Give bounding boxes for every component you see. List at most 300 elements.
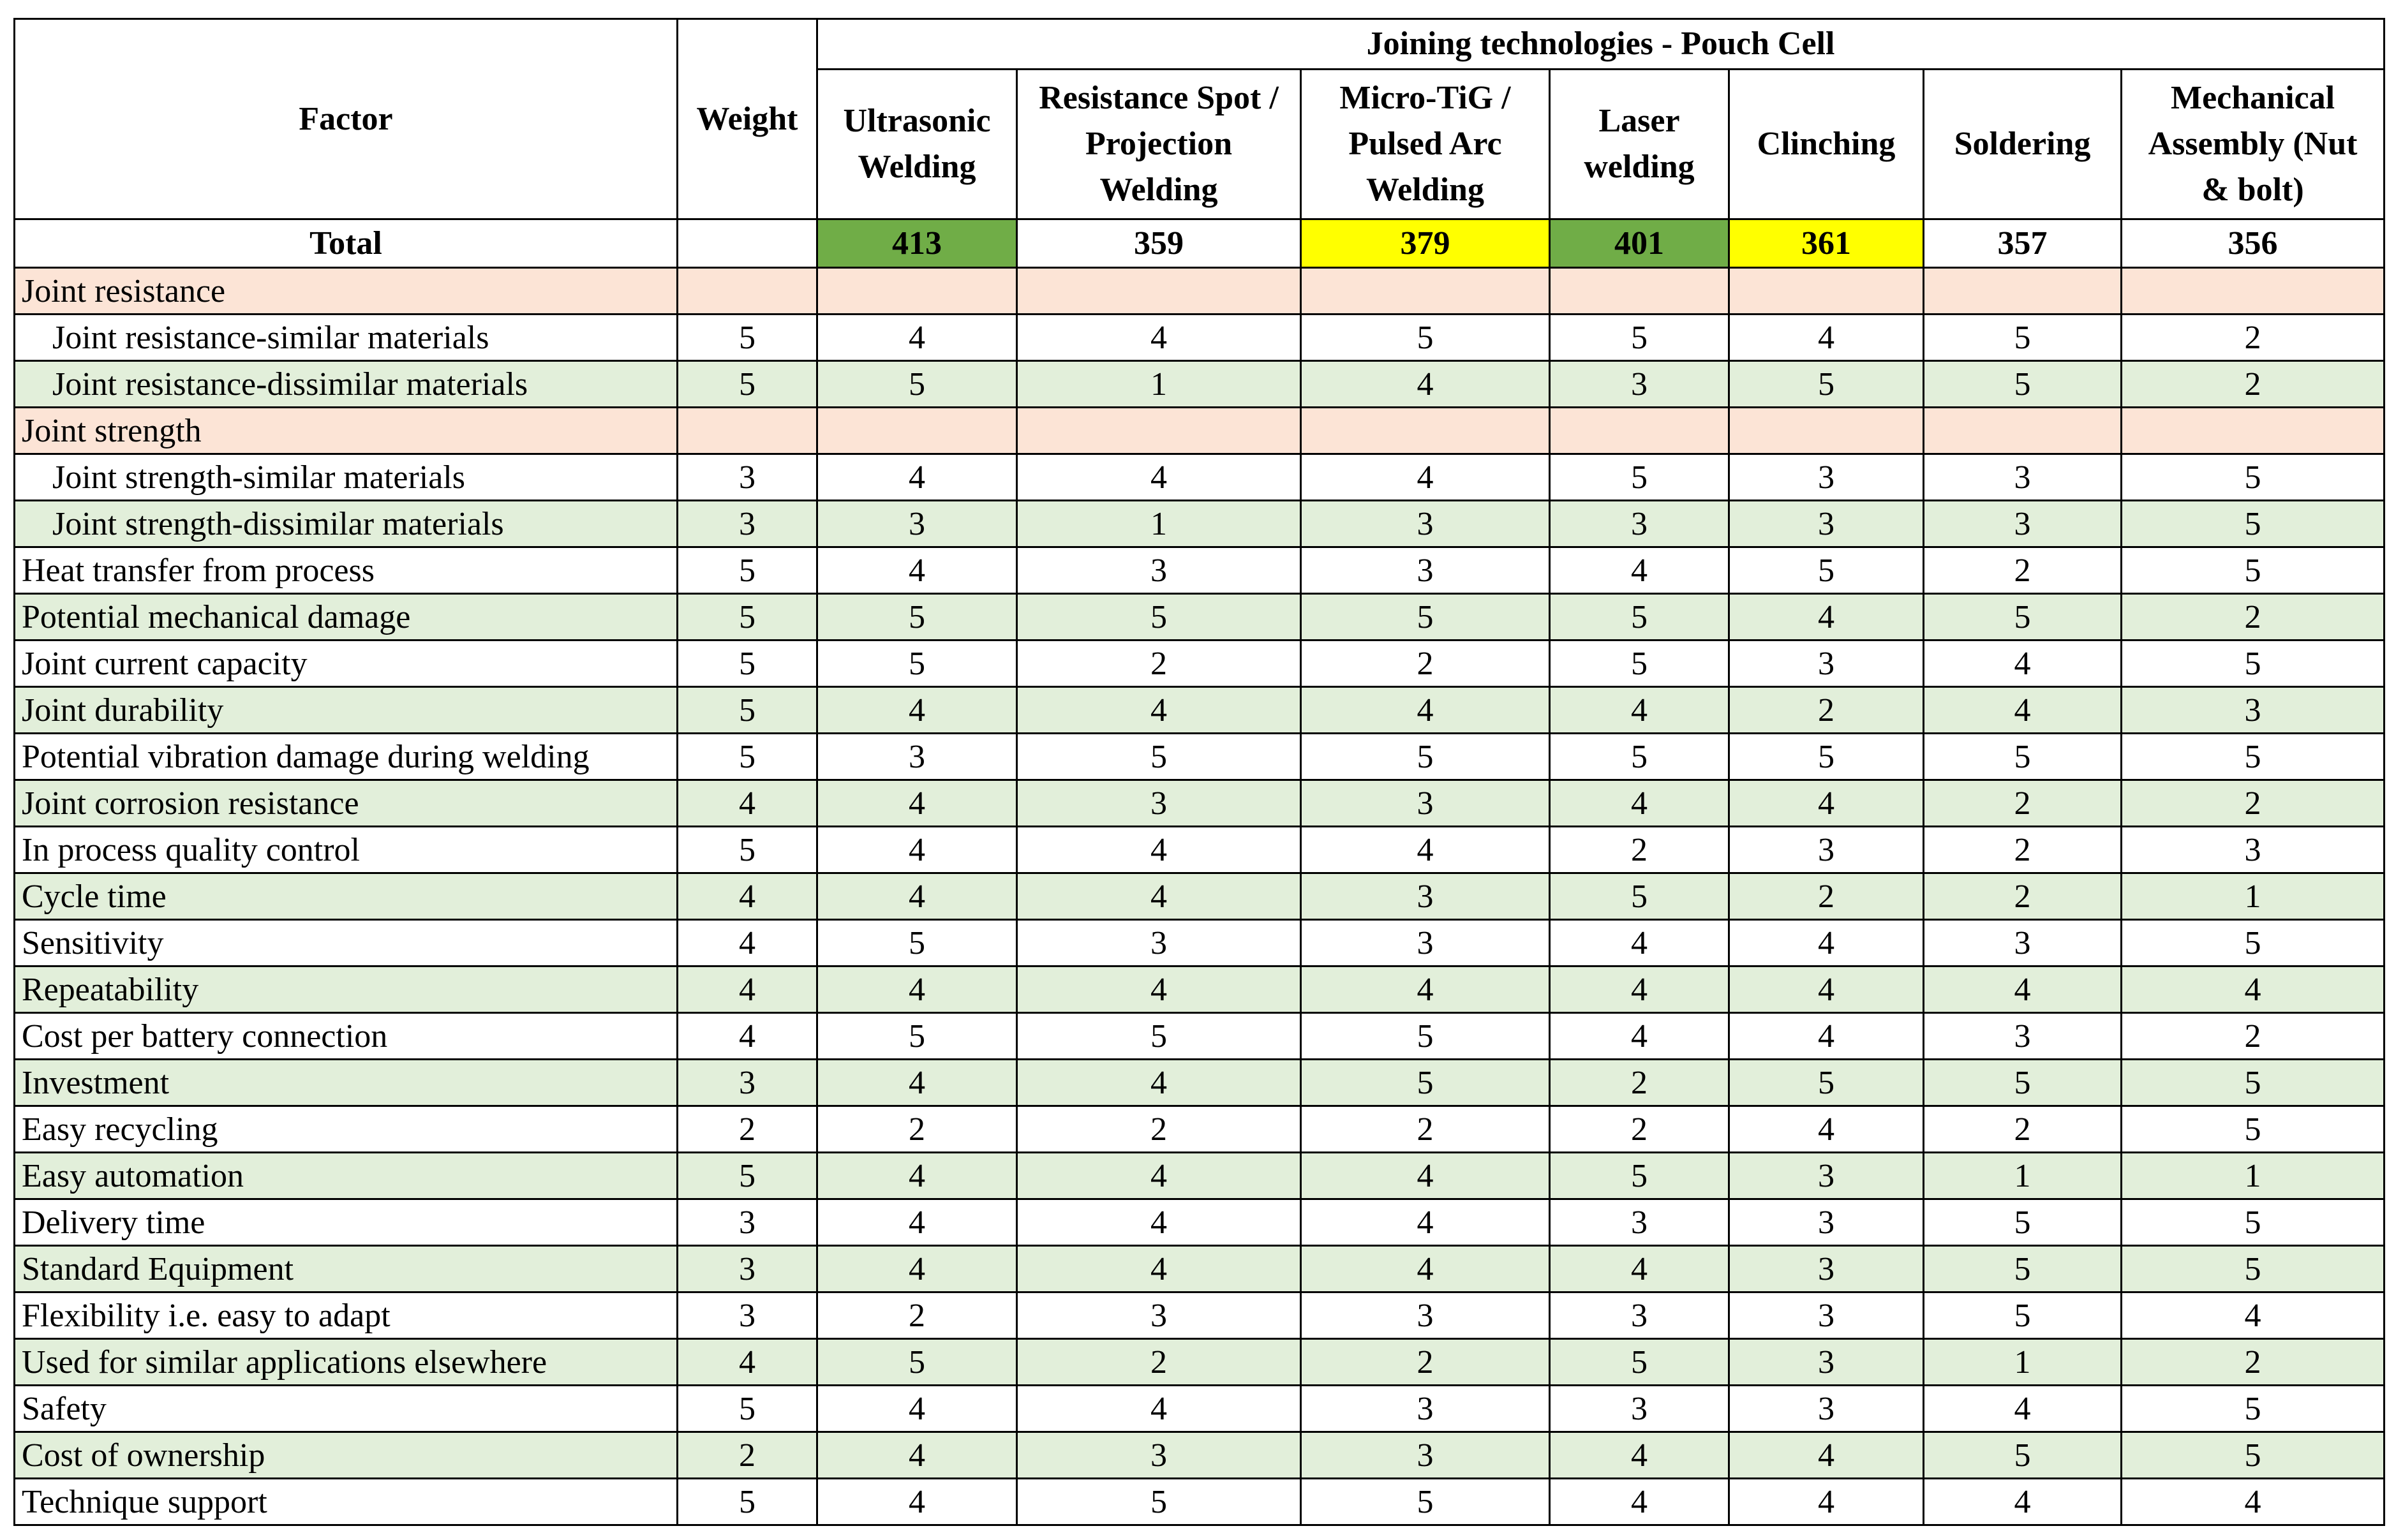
score-cell: 2 [2122, 1339, 2385, 1386]
table-row [15, 1386, 2385, 1432]
score-cell: 2 [1924, 780, 2122, 827]
technology-header-line: Projection [1085, 126, 1233, 162]
score-cell: 4 [1017, 687, 1301, 734]
score-cell: 5 [1924, 361, 2122, 408]
score-cell: 5 [1301, 1013, 1550, 1060]
weight-cell: 5 [678, 361, 817, 408]
factor-cell: Cost of ownership [15, 1432, 678, 1479]
technology-header-line: Resistance Spot / [1039, 80, 1279, 116]
score-cell: 2 [817, 1292, 1017, 1339]
total-label: Total [15, 219, 678, 268]
score-cell: 2 [2122, 594, 2385, 640]
score-cell: 4 [817, 1246, 1017, 1292]
weight-cell: 2 [678, 1432, 817, 1479]
score-cell: 4 [1550, 1013, 1729, 1060]
score-cell: 4 [817, 827, 1017, 873]
weight-cell: 3 [678, 1199, 817, 1246]
score-cell: 4 [1017, 315, 1301, 361]
score-cell: 4 [1550, 687, 1729, 734]
score-cell: 5 [1550, 454, 1729, 501]
score-cell: 3 [1729, 1153, 1924, 1199]
score-cell: 5 [1550, 1339, 1729, 1386]
table-row [15, 594, 2385, 640]
score-cell: 4 [1550, 547, 1729, 594]
table-row [15, 361, 2385, 408]
score-cell: 3 [1017, 780, 1301, 827]
weight-cell: 3 [678, 454, 817, 501]
total-value-3: 379 [1301, 219, 1550, 268]
factor-cell: Cycle time [15, 873, 678, 920]
technology-header-line: Welding [858, 149, 976, 185]
score-cell: 2 [1301, 1106, 1550, 1153]
technology-header-line: Mechanical [2170, 80, 2335, 116]
factor-cell: Heat transfer from process [15, 547, 678, 594]
total-value-2: 359 [1017, 219, 1301, 268]
score-cell: 4 [1729, 780, 1924, 827]
score-cell: 2 [1924, 873, 2122, 920]
score-cell: 5 [2122, 1199, 2385, 1246]
total-value-1: 413 [817, 219, 1017, 268]
score-cell: 4 [817, 873, 1017, 920]
score-cell: 5 [1550, 640, 1729, 687]
score-cell: 2 [1924, 547, 2122, 594]
table-row [15, 1106, 2385, 1153]
score-cell: 3 [1729, 454, 1924, 501]
score-cell: 3 [1729, 1386, 1924, 1432]
score-cell: 1 [1017, 361, 1301, 408]
score-cell: 4 [817, 1432, 1017, 1479]
score-cell: 4 [1017, 1246, 1301, 1292]
score-cell: 4 [817, 780, 1017, 827]
score-cell: 4 [817, 547, 1017, 594]
score-cell [817, 408, 1017, 454]
score-cell: 5 [2122, 1386, 2385, 1432]
score-cell: 4 [817, 315, 1017, 361]
score-cell: 5 [1924, 1432, 2122, 1479]
score-cell [1550, 408, 1729, 454]
factor-cell: Flexibility i.e. easy to adapt [15, 1292, 678, 1339]
score-cell: 3 [1729, 827, 1924, 873]
technology-header-7 [2122, 70, 2385, 219]
scoring-table-container [13, 18, 2385, 1526]
score-cell: 5 [1550, 873, 1729, 920]
score-cell: 2 [1017, 1339, 1301, 1386]
score-cell [1550, 268, 1729, 315]
score-cell: 4 [2122, 1292, 2385, 1339]
technology-header-2 [1017, 70, 1301, 219]
score-cell: 5 [2122, 1432, 2385, 1479]
weight-cell: 3 [678, 1060, 817, 1106]
score-cell: 3 [1550, 361, 1729, 408]
weight-cell: 5 [678, 734, 817, 780]
technology-header-line: Ultrasonic [843, 103, 991, 139]
score-cell: 5 [1924, 1246, 2122, 1292]
factor-cell: Technique support [15, 1479, 678, 1525]
score-cell [1301, 408, 1550, 454]
factor-cell: Easy recycling [15, 1106, 678, 1153]
score-cell [1301, 268, 1550, 315]
score-cell: 4 [1729, 920, 1924, 966]
score-cell: 3 [1301, 1432, 1550, 1479]
score-cell: 5 [817, 1013, 1017, 1060]
weight-cell [678, 268, 817, 315]
score-cell: 3 [1550, 1199, 1729, 1246]
weight-cell: 5 [678, 1386, 817, 1432]
factor-cell: Investment [15, 1060, 678, 1106]
table-row [15, 780, 2385, 827]
score-cell: 4 [1301, 1199, 1550, 1246]
score-cell: 3 [1017, 920, 1301, 966]
technology-header-line: welding [1584, 149, 1695, 185]
score-cell: 4 [1924, 966, 2122, 1013]
factor-cell: Easy automation [15, 1153, 678, 1199]
score-cell: 4 [1301, 1246, 1550, 1292]
score-cell: 3 [1301, 501, 1550, 547]
score-cell: 1 [2122, 873, 2385, 920]
score-cell: 3 [1301, 1386, 1550, 1432]
table-row [15, 1013, 2385, 1060]
joining-technologies-table [13, 18, 2385, 1526]
score-cell: 2 [817, 1106, 1017, 1153]
score-cell: 3 [1729, 1339, 1924, 1386]
score-cell: 5 [817, 640, 1017, 687]
score-cell: 2 [1017, 640, 1301, 687]
score-cell: 5 [1924, 1292, 2122, 1339]
table-row [15, 454, 2385, 501]
table-row [15, 827, 2385, 873]
technology-header-line: Soldering [1954, 126, 2091, 162]
weight-cell: 5 [678, 827, 817, 873]
section-row [15, 408, 2385, 454]
score-cell: 5 [817, 361, 1017, 408]
score-cell: 2 [2122, 315, 2385, 361]
score-cell: 5 [1924, 1060, 2122, 1106]
weight-cell: 5 [678, 640, 817, 687]
score-cell: 5 [817, 920, 1017, 966]
score-cell: 3 [1550, 1292, 1729, 1339]
score-cell: 3 [1550, 1386, 1729, 1432]
score-cell: 4 [817, 1386, 1017, 1432]
weight-cell: 5 [678, 315, 817, 361]
score-cell: 4 [1729, 1432, 1924, 1479]
score-cell: 5 [1924, 1199, 2122, 1246]
score-cell: 3 [1301, 1292, 1550, 1339]
table-row [15, 640, 2385, 687]
factor-cell: Joint corrosion resistance [15, 780, 678, 827]
score-cell: 4 [1550, 920, 1729, 966]
score-cell: 5 [1924, 315, 2122, 361]
technology-header-line: Welding [1099, 172, 1218, 208]
weight-cell: 2 [678, 1106, 817, 1153]
table-row [15, 920, 2385, 966]
score-cell: 5 [1301, 594, 1550, 640]
table-row [15, 966, 2385, 1013]
score-cell: 2 [2122, 1013, 2385, 1060]
factor-cell: Repeatability [15, 966, 678, 1013]
score-cell: 5 [2122, 501, 2385, 547]
weight-cell: 4 [678, 920, 817, 966]
score-cell: 5 [1550, 315, 1729, 361]
score-cell [817, 268, 1017, 315]
factor-cell: Potential mechanical damage [15, 594, 678, 640]
score-cell: 2 [1924, 827, 2122, 873]
score-cell: 3 [1729, 1246, 1924, 1292]
technology-header-4 [1550, 70, 1729, 219]
score-cell: 5 [1924, 594, 2122, 640]
score-cell: 4 [817, 454, 1017, 501]
factor-cell: Joint strength [15, 408, 678, 454]
score-cell: 2 [1017, 1106, 1301, 1153]
factor-cell: Used for similar applications elsewhere [15, 1339, 678, 1386]
score-cell: 5 [1301, 315, 1550, 361]
table-row [15, 1339, 2385, 1386]
score-cell: 3 [1017, 1292, 1301, 1339]
score-cell: 4 [1017, 827, 1301, 873]
table-row [15, 1432, 2385, 1479]
score-cell: 4 [1924, 1386, 2122, 1432]
score-cell: 4 [1550, 966, 1729, 1013]
score-cell: 5 [1729, 361, 1924, 408]
total-value-4: 401 [1550, 219, 1729, 268]
score-cell: 4 [1017, 454, 1301, 501]
score-cell [1924, 268, 2122, 315]
score-cell: 4 [1017, 1199, 1301, 1246]
score-cell: 4 [1729, 594, 1924, 640]
score-cell: 4 [817, 687, 1017, 734]
score-cell: 4 [1301, 827, 1550, 873]
table-row [15, 315, 2385, 361]
score-cell: 4 [1017, 1386, 1301, 1432]
score-cell: 1 [2122, 1153, 2385, 1199]
weight-cell: 5 [678, 547, 817, 594]
table-row [15, 734, 2385, 780]
technology-header-line: Laser [1598, 103, 1680, 139]
score-cell: 4 [1301, 687, 1550, 734]
score-cell: 3 [1301, 873, 1550, 920]
score-cell: 5 [1729, 1060, 1924, 1106]
factor-cell: Joint resistance [15, 268, 678, 315]
technology-header-line: Assembly (Nut [2148, 126, 2358, 162]
score-cell: 3 [1729, 640, 1924, 687]
weight-cell: 4 [678, 873, 817, 920]
technology-header-6 [1924, 70, 2122, 219]
score-cell: 5 [2122, 640, 2385, 687]
technology-header-3 [1301, 70, 1550, 219]
score-cell: 4 [1924, 687, 2122, 734]
score-cell [1017, 268, 1301, 315]
weight-cell: 3 [678, 1292, 817, 1339]
score-cell: 1 [1017, 501, 1301, 547]
factor-cell: In process quality control [15, 827, 678, 873]
weight-cell [678, 408, 817, 454]
total-value-7: 356 [2122, 219, 2385, 268]
score-cell: 2 [1550, 1106, 1729, 1153]
score-cell: 1 [1924, 1339, 2122, 1386]
score-cell: 2 [1550, 827, 1729, 873]
score-cell: 4 [817, 1199, 1017, 1246]
score-cell: 4 [1017, 1060, 1301, 1106]
score-cell: 3 [1017, 547, 1301, 594]
score-cell: 4 [1017, 966, 1301, 1013]
technology-header-5 [1729, 70, 1924, 219]
factor-cell: Joint resistance-dissimilar materials [15, 361, 678, 408]
total-value-6: 357 [1924, 219, 2122, 268]
weight-cell: 3 [678, 501, 817, 547]
score-cell: 2 [2122, 361, 2385, 408]
score-cell: 3 [1924, 501, 2122, 547]
weight-column-header: Weight [678, 19, 817, 219]
score-cell: 5 [817, 594, 1017, 640]
score-cell: 3 [1924, 1013, 2122, 1060]
technology-header-line: Micro-TiG / [1339, 80, 1511, 116]
score-cell: 3 [1301, 547, 1550, 594]
table-row [15, 1153, 2385, 1199]
table-row [15, 1060, 2385, 1106]
table-row [15, 873, 2385, 920]
score-cell: 4 [1550, 1479, 1729, 1525]
score-cell: 3 [2122, 687, 2385, 734]
weight-cell: 5 [678, 594, 817, 640]
score-cell: 4 [1924, 640, 2122, 687]
factor-cell: Joint current capacity [15, 640, 678, 687]
score-cell: 3 [1550, 501, 1729, 547]
score-cell [2122, 408, 2385, 454]
score-cell: 5 [1017, 594, 1301, 640]
score-cell: 5 [1550, 734, 1729, 780]
score-cell: 5 [1301, 1479, 1550, 1525]
score-cell: 3 [1729, 1292, 1924, 1339]
score-cell: 4 [1550, 780, 1729, 827]
score-cell: 5 [2122, 1060, 2385, 1106]
score-cell: 4 [1301, 361, 1550, 408]
score-cell: 2 [1301, 640, 1550, 687]
factor-cell: Cost per battery connection [15, 1013, 678, 1060]
weight-cell: 4 [678, 966, 817, 1013]
factor-cell: Joint strength-dissimilar materials [15, 501, 678, 547]
weight-cell: 5 [678, 1153, 817, 1199]
factor-cell: Standard Equipment [15, 1246, 678, 1292]
score-cell: 4 [817, 1153, 1017, 1199]
score-cell: 3 [1017, 1432, 1301, 1479]
weight-cell: 5 [678, 687, 817, 734]
score-cell: 4 [2122, 966, 2385, 1013]
weight-cell: 4 [678, 1013, 817, 1060]
score-cell: 5 [1301, 1060, 1550, 1106]
score-cell: 5 [2122, 1246, 2385, 1292]
factor-cell: Sensitivity [15, 920, 678, 966]
technology-header-line: & bolt) [2201, 172, 2304, 208]
technology-group-header: Joining technologies - Pouch Cell [817, 19, 2385, 70]
score-cell: 4 [1729, 1106, 1924, 1153]
score-cell: 5 [1550, 1153, 1729, 1199]
score-cell: 2 [1729, 687, 1924, 734]
table-row [15, 1246, 2385, 1292]
total-weight-cell [678, 219, 817, 268]
score-cell: 2 [1301, 1339, 1550, 1386]
score-cell: 4 [1017, 873, 1301, 920]
score-cell: 5 [1301, 734, 1550, 780]
score-cell: 5 [2122, 734, 2385, 780]
score-cell: 3 [1924, 920, 2122, 966]
score-cell: 5 [1017, 734, 1301, 780]
score-cell: 3 [1301, 780, 1550, 827]
score-cell: 4 [817, 1479, 1017, 1525]
score-cell: 4 [2122, 1479, 2385, 1525]
technology-header-1 [817, 70, 1017, 219]
weight-cell: 4 [678, 780, 817, 827]
table-body [15, 268, 2385, 1525]
score-cell: 4 [1729, 966, 1924, 1013]
score-cell: 2 [1924, 1106, 2122, 1153]
technology-header-line: Clinching [1757, 126, 1896, 162]
score-cell: 3 [1924, 454, 2122, 501]
table-row [15, 1199, 2385, 1246]
score-cell: 4 [1924, 1479, 2122, 1525]
score-cell [1017, 408, 1301, 454]
score-cell: 5 [2122, 1106, 2385, 1153]
factor-cell: Potential vibration damage during welding [15, 734, 678, 780]
factor-cell: Joint strength-similar materials [15, 454, 678, 501]
score-cell: 4 [1301, 966, 1550, 1013]
score-cell: 5 [1017, 1479, 1301, 1525]
weight-cell: 3 [678, 1246, 817, 1292]
score-cell [1924, 408, 2122, 454]
score-cell [2122, 268, 2385, 315]
score-cell: 5 [2122, 920, 2385, 966]
score-cell: 4 [1729, 1479, 1924, 1525]
score-cell: 2 [2122, 780, 2385, 827]
technology-header-line: Welding [1366, 172, 1484, 208]
factor-cell: Safety [15, 1386, 678, 1432]
weight-cell: 4 [678, 1339, 817, 1386]
score-cell: 5 [1729, 547, 1924, 594]
score-cell: 4 [1017, 1153, 1301, 1199]
factor-cell: Joint resistance-similar materials [15, 315, 678, 361]
score-cell: 3 [1729, 1199, 1924, 1246]
score-cell: 4 [817, 966, 1017, 1013]
score-cell: 3 [1729, 501, 1924, 547]
factor-cell: Joint durability [15, 687, 678, 734]
score-cell: 5 [2122, 454, 2385, 501]
table-row [15, 1292, 2385, 1339]
table-row [15, 687, 2385, 734]
score-cell: 3 [1301, 920, 1550, 966]
score-cell: 3 [2122, 827, 2385, 873]
table-row [15, 1479, 2385, 1525]
score-cell: 4 [1550, 1246, 1729, 1292]
factor-cell: Delivery time [15, 1199, 678, 1246]
table-row [15, 547, 2385, 594]
weight-cell: 5 [678, 1479, 817, 1525]
score-cell: 2 [1729, 873, 1924, 920]
score-cell: 3 [817, 501, 1017, 547]
score-cell: 4 [1301, 454, 1550, 501]
score-cell [1729, 408, 1924, 454]
section-row [15, 268, 2385, 315]
score-cell: 4 [1729, 1013, 1924, 1060]
score-cell: 4 [1301, 1153, 1550, 1199]
score-cell: 2 [1550, 1060, 1729, 1106]
score-cell: 3 [817, 734, 1017, 780]
score-cell: 4 [1729, 315, 1924, 361]
factor-column-header: Factor [15, 19, 678, 219]
score-cell: 4 [817, 1060, 1017, 1106]
score-cell: 5 [817, 1339, 1017, 1386]
score-cell: 4 [1550, 1432, 1729, 1479]
score-cell: 5 [1550, 594, 1729, 640]
table-row [15, 501, 2385, 547]
technology-header-line: Pulsed Arc [1348, 126, 1502, 162]
